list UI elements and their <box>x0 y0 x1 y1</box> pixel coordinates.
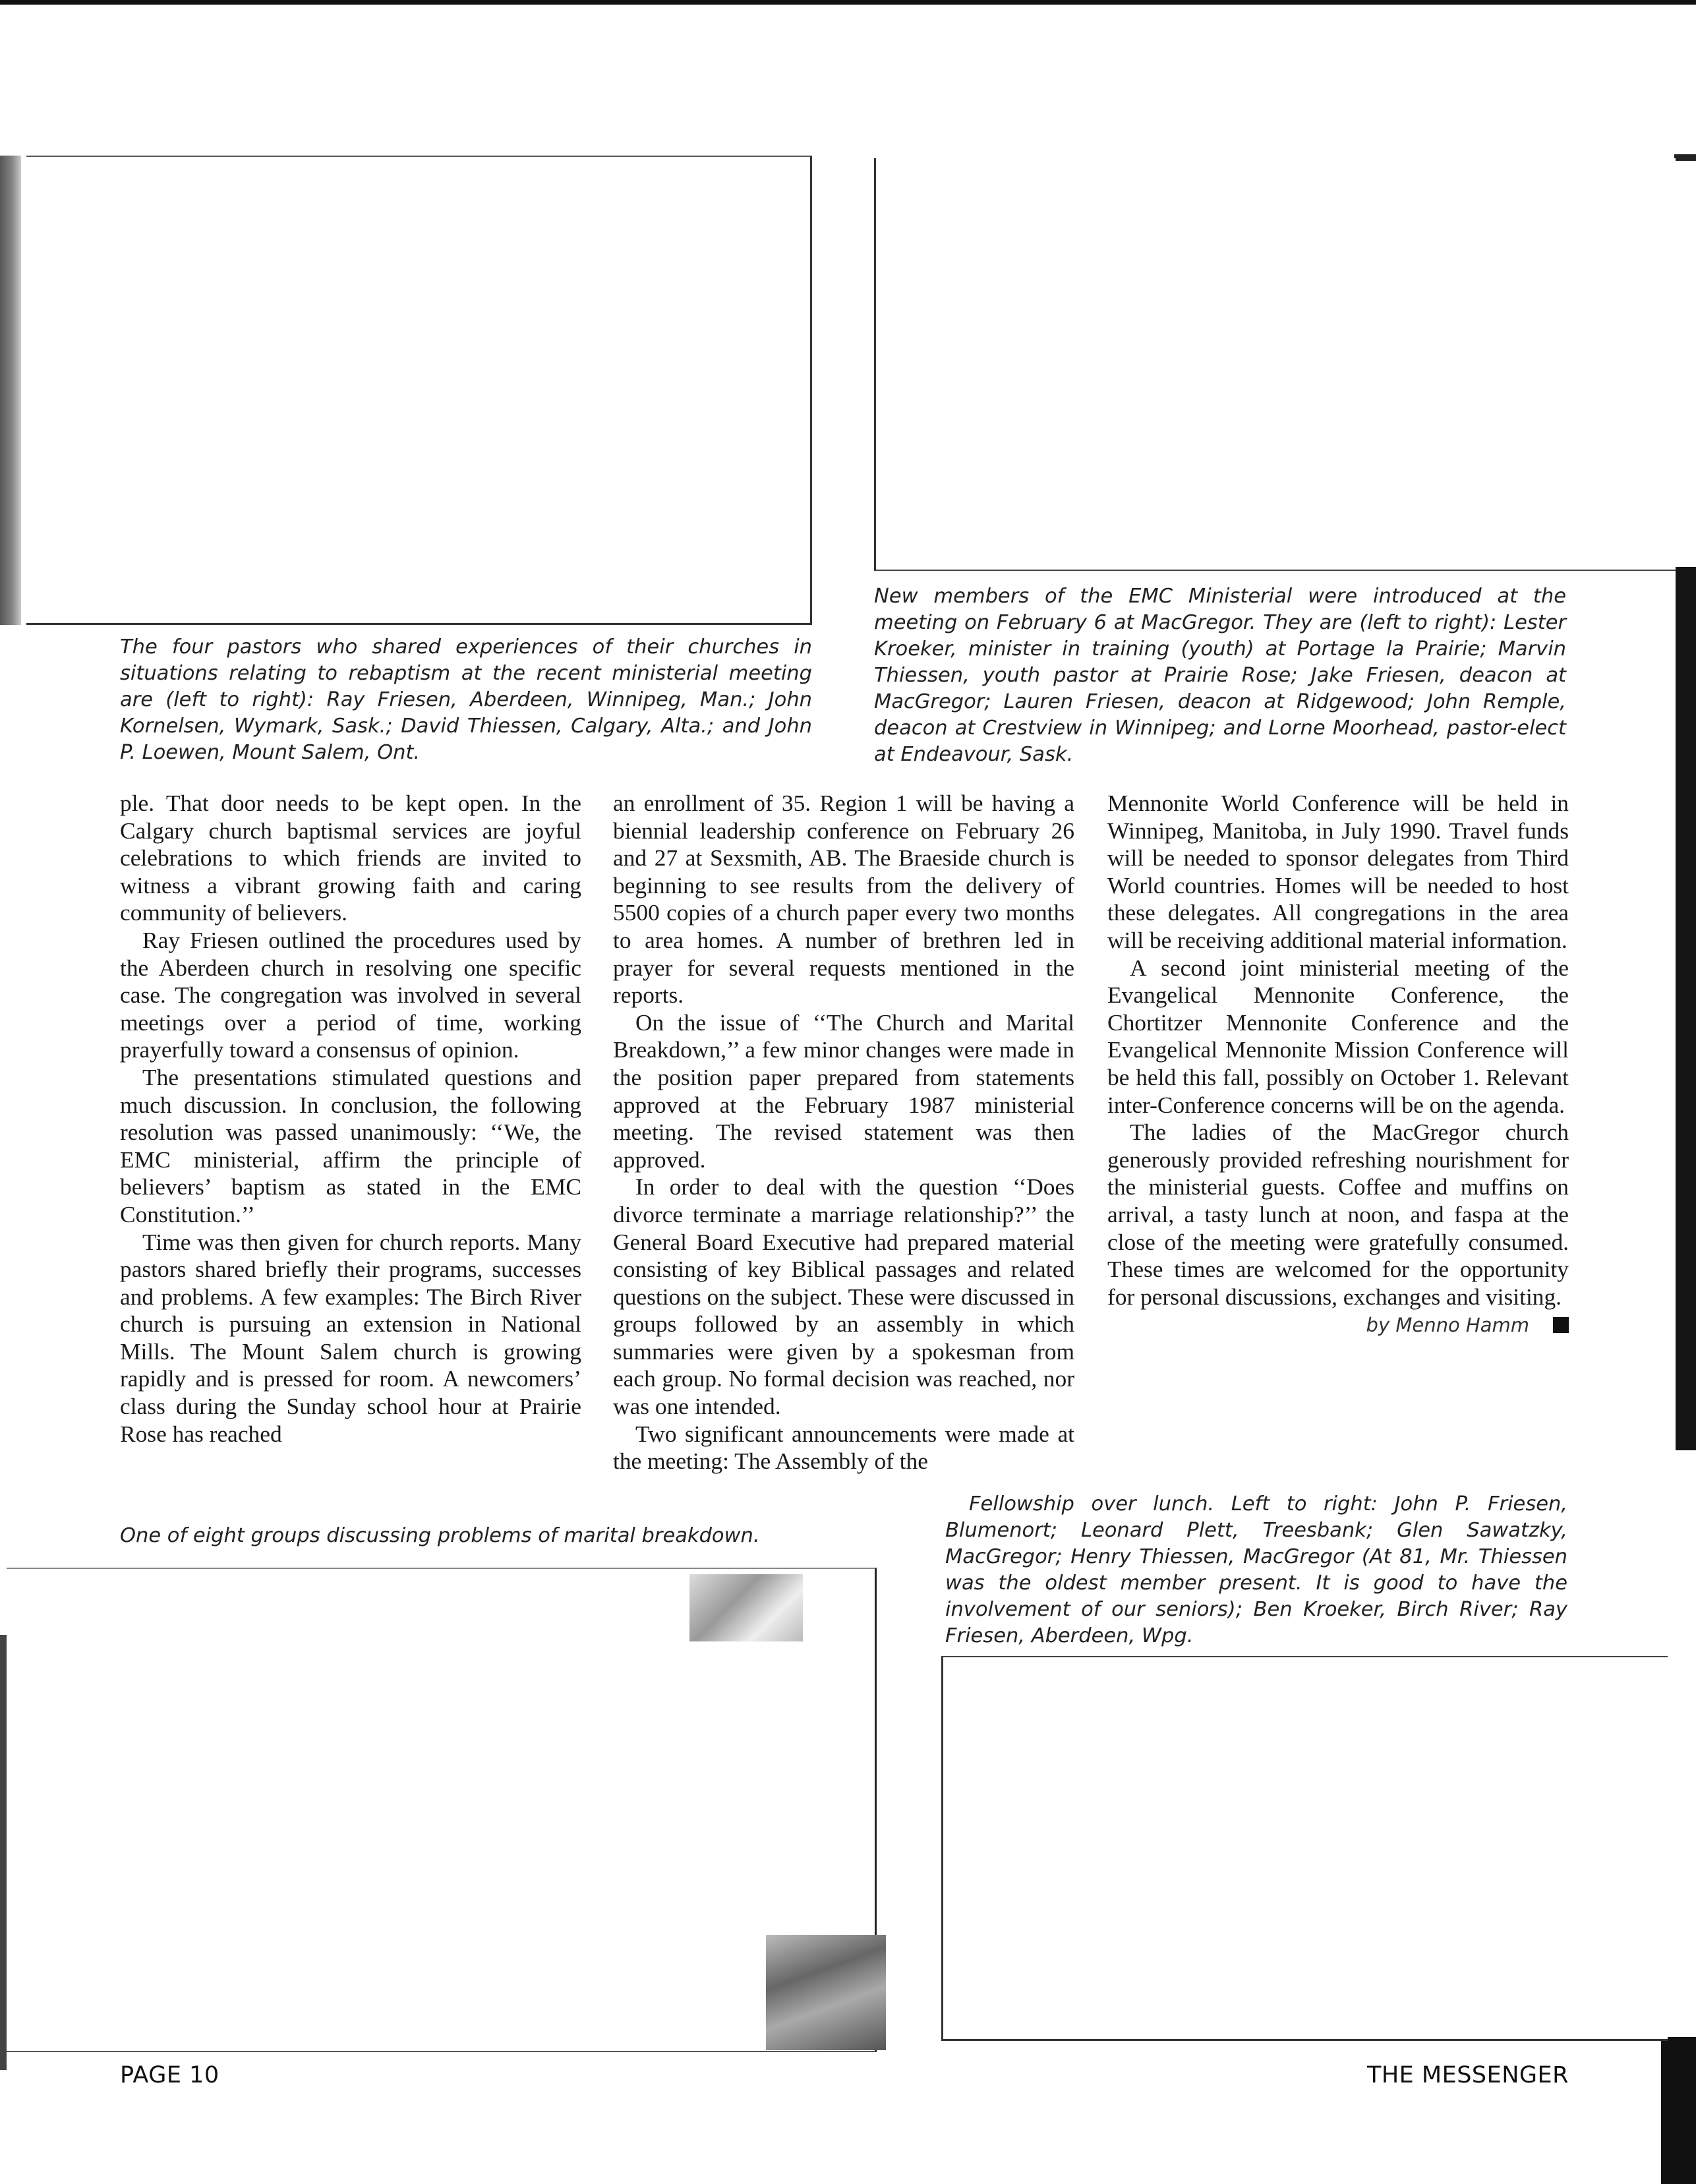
photo-fragment-bottom <box>766 1935 886 2050</box>
article-column-2 <box>613 790 1074 1475</box>
paragraph: ple. That door needs to be kept open. In the Calgary church baptismal services are joyful celebrations to which friends are invited to witness a vibrant growing faith and caring community of believers. <box>120 790 581 926</box>
paragraph: Time was then given for church reports. Many pastors shared briefly their programs, successes and problems. A few examples: The Birch River church is pursuing an extension in National Mills. The Mount Salem church is growing rapidly and is pressed for room. A newcomers’ class during the Sunday school hour at Prairie Rose has reached <box>120 1228 581 1447</box>
scan-edge-left-lower <box>0 1635 7 2070</box>
photo-four-pastors <box>26 156 812 625</box>
scan-edge-top-right <box>1674 154 1696 161</box>
photo-fragment-top <box>689 1574 803 1641</box>
end-mark-icon <box>1553 1317 1569 1333</box>
caption-discussion-group: One of eight groups discussing problems of marital breakdown. <box>120 1524 760 1547</box>
scan-edge-bottom-right <box>1661 2037 1696 2184</box>
byline <box>1107 1312 1569 1340</box>
photo-new-members <box>874 158 1676 571</box>
caption-four-pastors: The four pastors who shared experiences of their churches in situations relating to rebaptism at the recent ministerial meeting are (left to right): Ray Friesen, Aberdeen, Winnipeg, Man.; John Kornelsen, Wymark, Sask.; David Thiessen, Calgary, Alta.; and John P. Loewen, Mount Salem, Ont. <box>120 635 812 764</box>
paragraph: In order to deal with the question ‘‘Does divorce terminate a marriage relationship?’’ the General Board Executive had prepared material consisting of key Biblical passages and related questions on the subject. These were discussed in groups followed by an assembly in which summaries were given by a spokesman from each group. No formal decision was reached, nor was one intended. <box>613 1173 1074 1420</box>
scan-edge-top <box>0 0 1696 5</box>
photo-fellowship-lunch <box>941 1656 1668 2041</box>
photo-discussion-group <box>7 1568 877 2052</box>
article-column-3 <box>1107 790 1569 1340</box>
scan-edge-right <box>1676 567 1696 1450</box>
paragraph: Mennonite World Conference will be held in Winnipeg, Manitoba, in July 1990. Travel funds will be needed to sponsor delegates from Third World countries. Homes will be needed to host these delegates. All congregations in the area will be receiving additional material information. <box>1107 790 1569 953</box>
paragraph: Two significant announcements were made at the meeting: The Assembly of the <box>613 1420 1074 1475</box>
caption-new-members: New members of the EMC Ministerial were introduced at the meeting on February 6 at MacGregor. They are (left to right): Lester Kroeker, minister in training (youth) at Portage la Prairie; Marvin Thiessen, youth pastor at Prairie Rose; Jake Friesen, deacon at MacGregor; Lauren Friesen, deacon at Ridgewood; John Remple, deacon at Crestview in Winnipeg; and Lorne Moorhead, pastor-elect at Endeavour, Sask. <box>874 585 1566 766</box>
page-number: PAGE 10 <box>120 2062 219 2088</box>
scan-edge-left <box>0 156 21 625</box>
article-column-1 <box>120 790 581 1448</box>
caption-fellowship-lunch: Fellowship over lunch. Left to right: John P. Friesen, Blumenort; Leonard Plett, Treesbank; Glen Sawatzky, MacGregor; Henry Thiessen, MacGregor (At 81, Mr. Thiessen was the oldest member present. It is good to have the involvement of our seniors); Ben Kroeker, Birch River; Ray Friesen, Aberdeen, Wpg. <box>945 1492 1567 1647</box>
scan-edge-notch <box>1668 1450 1696 1477</box>
paragraph: A second joint ministerial meeting of the Evangelical Mennonite Conference, the Chortitzer Mennonite Conference and the Evangelical Mennonite Mission Conference will be held this fall, possibly on October 1. Relevant inter-Conference concerns will be on the agenda. <box>1107 954 1569 1118</box>
paragraph: On the issue of ‘‘The Church and Marital Breakdown,’’ a few minor changes were made in the position paper prepared from statements approved at the February 1987 ministerial meeting. The revised statement was then approved. <box>613 1009 1074 1173</box>
paragraph: The presentations stimulated questions and much discussion. In conclusion, the following resolution was passed unanimously: ‘‘We, the EMC ministerial, affirm the principle of believers’ baptism as stated in the EMC Constitution.’’ <box>120 1063 581 1227</box>
byline-author: by Menno Hamm <box>1366 1314 1529 1337</box>
publication-name: THE MESSENGER <box>1366 2062 1569 2088</box>
paragraph: an enrollment of 35. Region 1 will be having a biennial leadership conference on February 26 and 27 at Sexsmith, AB. The Braeside church is beginning to see results from the delivery of 5500 copies of a church paper every two months to area homes. A number of brethren led in prayer for several requests mentioned in the reports. <box>613 790 1074 1009</box>
paragraph: The ladies of the MacGregor church generously provided refreshing nourishment for the ministerial guests. Coffee and muffins on arrival, a tasty lunch at noon, and faspa at the close of the meeting were gratefully consumed. These times are welcomed for the opportunity for personal discussions, exchanges and visiting. <box>1107 1119 1569 1310</box>
paragraph: Ray Friesen outlined the procedures used by the Aberdeen church in resolving one specific case. The congregation was involved in several meetings over a period of time, working prayerfully toward a consensus of opinion. <box>120 926 581 1063</box>
